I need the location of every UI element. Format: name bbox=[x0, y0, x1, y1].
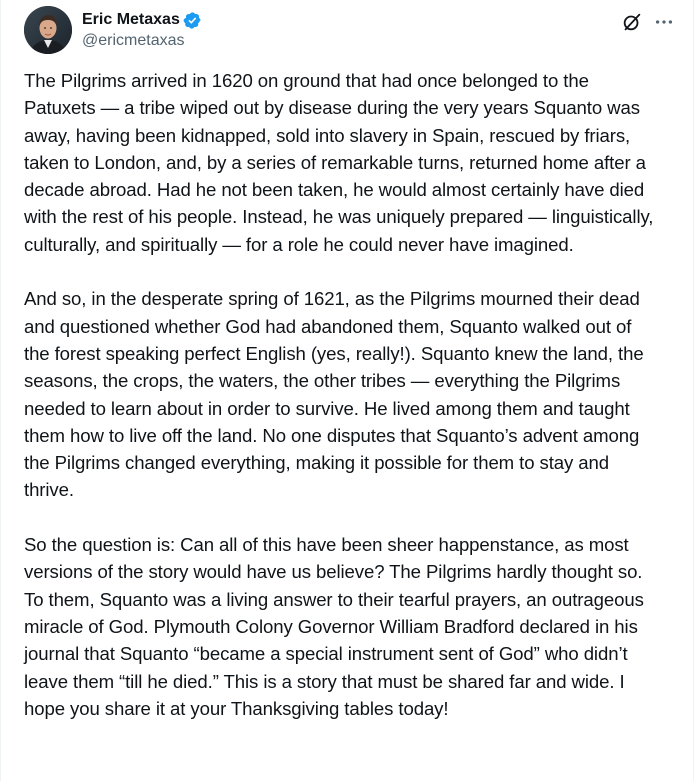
post-paragraph: The Pilgrims arrived in 1620 on ground that had once belonged to the Patuxets — a tribe wiped out by disease during the very years Squanto was away, having been kidnapped, sold into slavery in Spain, rescued by friars, taken to London, and, by a series of remarkable turns, returned home after a decade abroad. Had he not been taken, he would almost certainly have died with the rest of his people. Instead, he was uniquely prepared — linguistically, culturally, and spiritually — for a role he could never have imagined. bbox=[24, 70, 654, 255]
name-row bbox=[82, 10, 202, 30]
header-actions bbox=[621, 11, 675, 33]
author-names bbox=[82, 10, 202, 51]
avatar-image bbox=[24, 6, 72, 54]
more-icon[interactable] bbox=[653, 11, 675, 33]
post-text bbox=[24, 67, 660, 749]
grok-icon[interactable] bbox=[621, 11, 643, 33]
verified-badge-icon bbox=[183, 11, 202, 30]
post-header bbox=[24, 6, 675, 54]
post-paragraph: And so, in the desperate spring of 1621, as the Pilgrims mourned their dead and questioned whether God had abandoned them, Squanto walked out of the forest speaking perfect English (yes, really!). Squanto knew the land, the seasons, the crops, the waters, the other tribes — everything the Pilgrims needed to learn about in order to survive. He lived among them and taught them how to live off the land. No one disputes that Squanto’s advent among the Pilgrims changed everything, making it possible for them to stay and thrive. bbox=[24, 288, 644, 501]
avatar[interactable] bbox=[24, 6, 72, 54]
display-name[interactable]: Eric Metaxas bbox=[82, 11, 180, 28]
post-paragraph: So the question is: Can all of this have been sheer happenstance, as most versions of the story would have us believe? The Pilgrims hardly thought so. To them, Squanto was a living answer to their tearful prayers, an outrageous miracle of God. Plymouth Colony Governor William Bradford declared in his journal that Squanto “became a special instrument sent of God” who didn’t leave them “till he died.” This is a story that must be shared far and wide. I hope you share it at your Thanksgiving tables today! bbox=[24, 534, 644, 719]
author-handle[interactable]: @ericmetaxas bbox=[82, 32, 185, 49]
